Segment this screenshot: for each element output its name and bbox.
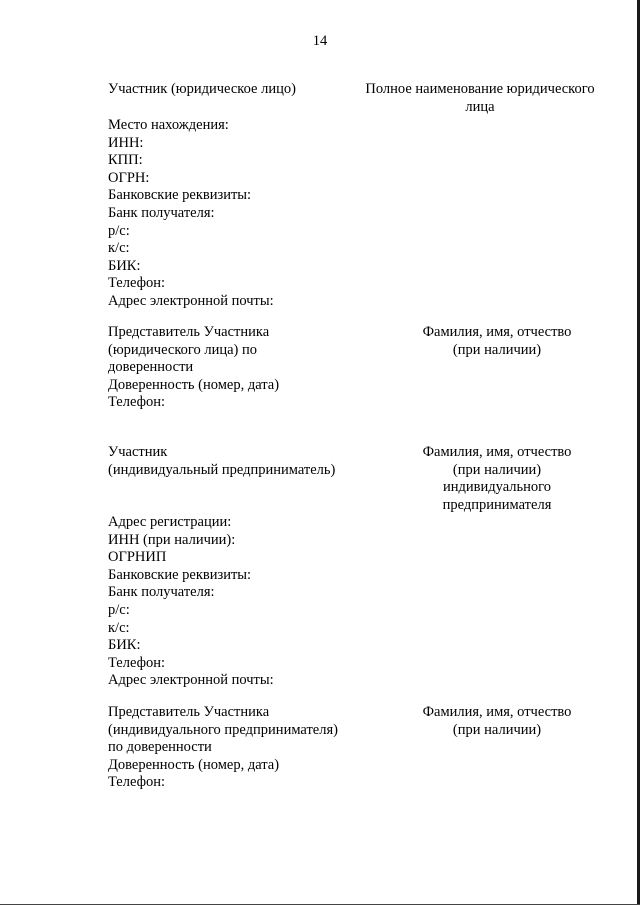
legal-rep-section xyxy=(108,324,279,412)
entrepreneur-rep-line: Телефон: xyxy=(108,774,166,791)
field-phone: Телефон: xyxy=(108,654,166,671)
legal-entity-name-line: Полное наименование юридического xyxy=(365,81,595,97)
field-bik: БИК: xyxy=(108,257,141,274)
entrepreneur-rep-line: Доверенность (номер, дата) xyxy=(108,756,280,773)
field-ks: к/с: xyxy=(108,619,130,636)
entrepreneur-fields xyxy=(108,514,274,690)
legal-entity-fields xyxy=(108,117,274,311)
legal-rep-name-placeholder xyxy=(407,324,587,359)
entrepreneur-line: (индивидуальный предприниматель) xyxy=(108,461,336,478)
legal-rep-name-line: Фамилия, имя, отчество xyxy=(422,324,572,340)
field-ogrn: ОГРН: xyxy=(108,169,150,186)
entrepreneur-rep-line: по доверенности xyxy=(108,739,212,756)
entrepreneur-name-placeholder xyxy=(407,444,587,514)
entrepreneur-section xyxy=(108,444,335,479)
entrepreneur-rep-line: (индивидуального предпринимателя) xyxy=(108,721,338,738)
entrepreneur-name-line: предпринимателя xyxy=(442,496,552,513)
legal-entity-name-line: лица xyxy=(465,98,495,115)
legal-entity-label: Участник (юридическое лицо) xyxy=(108,81,296,97)
legal-rep-line: Телефон: xyxy=(108,394,166,411)
legal-rep-name-line: (при наличии) xyxy=(452,341,542,358)
legal-rep-line: Доверенность (номер, дата) xyxy=(108,376,280,393)
entrepreneur-rep-name-line: (при наличии) xyxy=(452,721,542,738)
field-inn: ИНН (при наличии): xyxy=(108,531,236,548)
field-bik: БИК: xyxy=(108,637,141,654)
field-email: Адрес электронной почты: xyxy=(108,672,274,689)
field-bank-details: Банковские реквизиты: xyxy=(108,566,252,583)
field-ogrnip: ОГРНИП xyxy=(108,549,167,566)
field-bank-details: Банковские реквизиты: xyxy=(108,187,252,204)
page-number: 14 xyxy=(312,33,328,49)
legal-entity-name-placeholder xyxy=(355,81,605,116)
field-inn: ИНН: xyxy=(108,134,144,151)
field-email: Адрес электронной почты: xyxy=(108,292,274,309)
entrepreneur-line: Участник xyxy=(108,444,168,460)
field-ks: к/с: xyxy=(108,240,130,257)
legal-rep-line: (юридического лица) по xyxy=(108,341,258,358)
field-kpp: КПП: xyxy=(108,152,143,169)
legal-entity-section xyxy=(108,81,296,99)
entrepreneur-rep-line: Представитель Участника xyxy=(108,704,270,720)
field-address: Место нахождения: xyxy=(108,117,229,133)
entrepreneur-name-line: индивидуального xyxy=(443,479,551,496)
field-registration-address: Адрес регистрации: xyxy=(108,514,232,530)
field-phone: Телефон: xyxy=(108,275,166,292)
entrepreneur-rep-section xyxy=(108,704,338,792)
legal-rep-line: Представитель Участника xyxy=(108,324,270,340)
entrepreneur-rep-name-line: Фамилия, имя, отчество xyxy=(422,704,572,720)
field-recipient-bank: Банк получателя: xyxy=(108,584,215,601)
field-recipient-bank: Банк получателя: xyxy=(108,204,215,221)
field-rs: р/с: xyxy=(108,222,130,239)
legal-rep-line: доверенности xyxy=(108,359,194,376)
field-rs: р/с: xyxy=(108,601,130,618)
entrepreneur-name-line: (при наличии) xyxy=(452,461,542,478)
entrepreneur-name-line: Фамилия, имя, отчество xyxy=(422,444,572,460)
entrepreneur-rep-name-placeholder xyxy=(407,704,587,739)
